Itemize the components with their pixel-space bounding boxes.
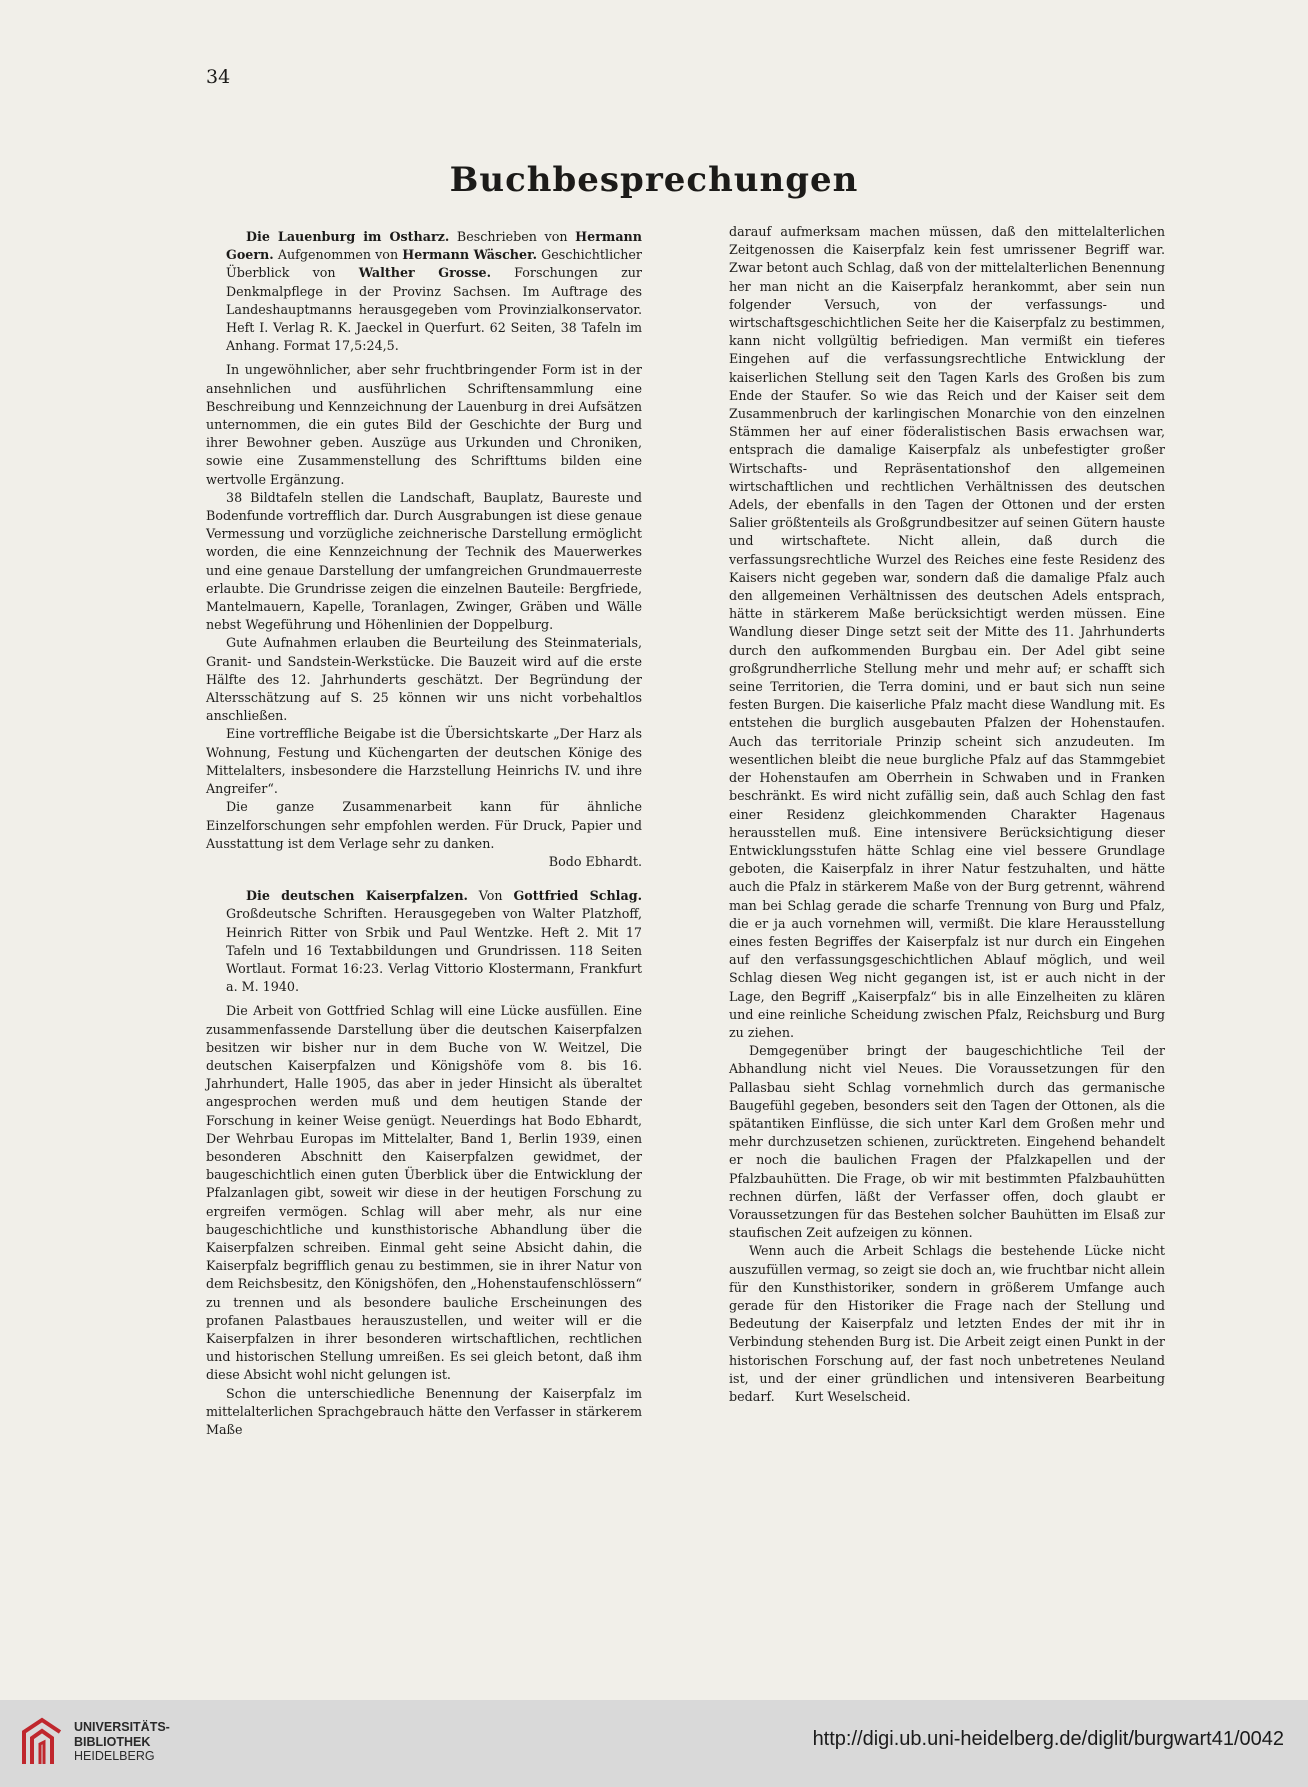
review2-head-text: Von bbox=[467, 888, 514, 904]
review1-paragraph: 38 Bildtafeln stellen die Landschaft, Bauplatz, Baureste und Bodenfunde vortrefflich dar. Durch Ausgrabungen ist diese genaue Vermessung und vorzügliche zeichnerische Darstellung ermöglicht worden, die eine Kennzeichnung der Technik des Mauerwerkes und eine genaue Darstellung der umfangreichen Grundmauerreste erlaubte. Die Grundrisse zeigen die einzelnen Bauteile: Bergfriede, Mantelmauern, Kapelle, Toranlagen, Zwinger, Gräben und Wälle nebst Wegeführung und Höhenlinien der Doppelburg. bbox=[206, 489, 642, 633]
review2-paragraph: darauf aufmerksam machen müssen, daß den mittelalterlichen Zeitgenossen die Kaiserpfalz kein fest umrissener Begriff war. Zwar betont auch Schlag, daß von der mittelalterlichen Benennung her man nicht an die Kaiserpfalz herankommt, aber sein nun folgender Versuch, von der verfassungs- und wirtschaftsgeschichtlichen Seite her die Kaiserpfalz zu bestimmen, kann nicht vollgültig befriedigen. Man vermißt ein tieferes Eingehen auf die verfassungsrechtliche Entwicklung der kaiserlichen Stellung seit den Tagen Karls des Großen bis zum Ende der Staufer. So wie das Reich und der Kaiser seit dem Zusammenbruch der karlingischen Monarchie von den einzelnen Stämmen her auf einer föderalistischen Basis erwachsen war, entsprach die damalige Kaiserpfalz als unbefestigter großer Wirtschafts- und Repräsentationshof den allgemeinen wirtschaftlichen und rechtlichen Verhältnissen des deutschen Adels, der ebenfalls in den Tagen der Ottonen und der ersten Salier größtenteils als Großgrundbesitzer auf seinen Gütern hauste und wirtschaftete. Nicht allein, daß durch die verfassungsrechtliche Wurzel des Reiches eine feste Residenz des Kaisers nicht gegeben war, sondern daß die damalige Pfalz auch den allgemeinen Verhältnissen des deutschen Adels entsprach, hätte in stärkerem Maße berücksichtigt werden müssen. Eine Wandlung dieser Dinge setzt seit der Mitte des 11. Jahrhunderts durch den aufkommenden Burgbau ein. Der Adel gibt seine großgrundherrliche Stellung mehr und mehr auf; er schafft sich seine Territorien, die Terra domini, und er baut sich nun seine festen Burgen. Die kaiserliche Pfalz macht diese Wandlung mit. Es entstehen die burglich ausgebauten Pfalzen der Hohenstaufen. Auch das territoriale Prinzip scheint sich anzudeuten. Im wesentlichen bleibt die neue burgliche Pfalz auf das Stammgebiet der Hohenstaufen am Oberrhein in Schwaben und in Franken beschränkt. Es wird nicht zufällig sein, daß auch Schlag den fast einer Residenz gleichkommenden Charakter Hagenaus herausstellen muß. Eine intensivere Berücksichtigung dieser Entwicklungsstufen hätte Schlag eine viel bessere Grundlage geboten, die Kaiserpfalz in ihrer Natur festzuhalten, und hätte auch die Pfalz in stärkerem Maße von der Burg getrennt, während man bei Schlag gerade die scharfe Trennung von Burg und Pfalz, die er ja auch vornehmen will, vermißt. Die klare Herausstellung eines festen Begriffes der Kaiserpfalz ist nur durch ein Eingehen auf den verfassungsgeschichtlichen Ablauf möglich, und weil Schlag diesen Weg nicht gegangen ist, ist er auch nicht in der Lage, den Begriff „Kaiserpfalz“ bis in alle Einzelheiten zu klären und eine reinliche Scheidung zwischen Pfalz, Reichsburg und Burg zu ziehen. bbox=[729, 224, 1165, 1040]
review2-heading bbox=[206, 887, 642, 996]
library-name-line: HEIDELBERG bbox=[74, 1749, 155, 1763]
review1-paragraph: In ungewöhnlicher, aber sehr fruchtbringender Form ist in der ansehnlichen und ausführlichen Schriftensammlung eine Beschreibung und Kennzeichnung der Lauenburg in drei Aufsätzen unternommen, die ein gutes Bild der Geschichte der Burg und ihrer Bewohner geben. Auszüge aus Urkunden und Chroniken, sowie eine Zusammenstellung des Schrifttums bilden eine wertvolle Ergänzung. bbox=[206, 362, 642, 487]
review1-signature: Bodo Ebhardt. bbox=[548, 853, 642, 869]
library-logo-icon bbox=[18, 1716, 66, 1770]
review2-paragraph: Demgegenüber bringt der baugeschichtliche Teil der Abhandlung nicht viel Neues. Die Voraussetzungen für den Pallasbau sieht Schlag vornehmlich durch das germanische Baugefühl gegeben, besonders seit den Tagen der Ottonen, als die spätantiken Einflüsse, die sich unter Karl dem Großen mehr und mehr durchzusetzen schienen, zurücktreten. Eingehend behandelt er noch die baulichen Fragen der Pfalzkapellen und der Pfalzbauhütten. Die Frage, ob wir mit bestimmten Pfalzbauhütten rechnen dürfen, läßt der Verfasser offen, doch glaubt er Voraussetzungen für das Bestehen solcher Bauhütten im Elsaß zur staufischen Zeit aufzeigen zu können. bbox=[729, 1043, 1165, 1241]
review2-paragraph: Schon die unterschiedliche Benennung der Kaiserpfalz im mittelalterlichen Sprachgebrauch hätte den Verfasser in stärkerem Maße bbox=[206, 1385, 642, 1437]
review2-author: Gottfried Schlag. bbox=[513, 888, 643, 904]
review1-head-text: Forschungen zur Denkmalpflege in der Provinz Sachsen. Im Auftrage des Landeshauptmanns herausgegeben vom Provinzialkonservator. Heft I. Verlag R. K. Jaeckel in Querfurt. 62 Seiten, 38 Tafeln im Anhang. Format 17,5:24,5. bbox=[226, 265, 642, 354]
review1-paragraph: Die ganze Zusammenarbeit kann für ähnliche Einzelforschungen sehr empfohlen werden. Für Druck, Papier und Ausstattung ist dem Verlage sehr zu danken. bbox=[206, 799, 642, 851]
review1-heading bbox=[206, 228, 642, 355]
review1-book-title: Die Lauenburg im Ostharz. bbox=[246, 229, 450, 244]
review1-photographer: Hermann Wäscher. bbox=[402, 247, 538, 263]
review1-head-text: Geschichtlicher Überblick von bbox=[226, 247, 642, 281]
review1-head-text: Aufgenommen von bbox=[273, 247, 403, 263]
review2-book-title: Die deutschen Kaiserpfalzen. bbox=[246, 888, 468, 904]
review2-paragraph bbox=[729, 1242, 1165, 1406]
library-name-line: BIBLIOTHEK bbox=[74, 1734, 151, 1749]
review1-paragraph: Eine vortreffliche Beigabe ist die Übersichtskarte „Der Harz als Wohnung, Festung und Küchengarten der deutschen Könige des Mittelalters, insbesondere die Harzstellung Heinrichs IV. und ihre Angreifer“. bbox=[206, 726, 642, 797]
review2-paragraph: Die Arbeit von Gottfried Schlag will eine Lücke ausfüllen. Eine zusammenfassende Darstellung über die deutschen Kaiserpfalzen besitzen wir bisher nur in dem Buche von W. Weitzel, Die deutschen Kaiserpfalzen und Königshöfe vom 8. bis 16. Jahrhundert, Halle 1905, das aber in jeder Hinsicht als überaltet angesprochen werden muß und dem heutigen Stande der Forschung in keiner Weise genügt. Neuerdings hat Bodo Ebhardt, Der Wehrbau Europas im Mittelalter, Band 1, Berlin 1939, einen besonderen Abschnitt den Kaiserpfalzen gewidmet, der baugeschichtlich einen guten Überblick über die Entwicklung der Pfalzanlagen gibt, soweit wir diese in der heutigen Forschung zu ergreifen vermögen. Schlag will aber mehr, als nur eine baugeschichtliche und kunsthistorische Abhandlung über die Kaiserpfalzen schreiben. Einmal geht seine Absicht dahin, die Kaiserpfalz begrifflich genau zu bestimmen, sie in ihrer Natur von dem Reichsbesitz, den Königshöfen, den „Hohenstaufenschlössern“ zu trennen und als besondere bauliche Erscheinungen des profanen Palastbaues herauszustellen, und weiter will er die Kaiserpfalzen in ihrer besonderen wirtschaftlichen, rechtlichen und historischen Stellung umreißen. Es sei gleich betont, daß ihm diese Absicht wohl nicht gelungen ist. bbox=[206, 1003, 642, 1383]
review1-historian: Walther Grosse. bbox=[358, 265, 492, 281]
review1-paragraph: Gute Aufnahmen erlauben die Beurteilung des Steinmaterials, Granit- und Sandstein-Werkstücke. Die Bauzeit wird auf die erste Hälfte des 12. Jahrhunderts geschätzt. Der Begründung der Altersschätzung auf S. 25 können wir uns nicht vorbehaltlos anschließen. bbox=[206, 635, 642, 724]
review2-last-text: Wenn auch die Arbeit Schlags die bestehende Lücke nicht auszufüllen vermag, so zeigt sie doch an, wie fruchtbar nicht allein für den Kunsthistoriker, sondern in größerem Umfange auch gerade für den Historiker die Frage nach der Stellung und Bedeutung der Kaiserpfalz und letzten Endes der mit ihr in Verbindung stehenden Burg ist. Die Arbeit zeigt einen Punkt in der historischen Forschung auf, der fast noch unbetretenes Neuland ist, und der einer gründlichen und intensiveren Bearbeitung bedarf. bbox=[729, 1243, 1165, 1404]
left-column bbox=[206, 228, 642, 1439]
library-name bbox=[74, 1720, 170, 1764]
page-number: 34 bbox=[206, 66, 231, 88]
section-title: Buchbesprechungen bbox=[449, 160, 859, 200]
review1-head-text: Beschrieben von bbox=[449, 229, 576, 244]
review2-signature: Kurt Weselscheid. bbox=[794, 1389, 911, 1404]
library-name-line: UNIVERSITÄTS- bbox=[74, 1720, 170, 1734]
right-column bbox=[729, 223, 1165, 1406]
source-url-link[interactable]: http://digi.ub.uni-heidelberg.de/diglit/burgwart41/0042 bbox=[812, 1728, 1284, 1750]
library-footer bbox=[0, 1700, 1308, 1787]
review2-head-text: Großdeutsche Schriften. Herausgegeben von Walter Platzhoff, Heinrich Ritter von Srbik und Paul Wentzke. Heft 2. Mit 17 Tafeln und 16 Textabbildungen und Grundrissen. 118 Seiten Wortlaut. Format 16:23. Verlag Vittorio Klostermann, Frankfurt a. M. 1940. bbox=[226, 906, 642, 995]
review1-author: Hermann Goern. bbox=[226, 229, 642, 263]
